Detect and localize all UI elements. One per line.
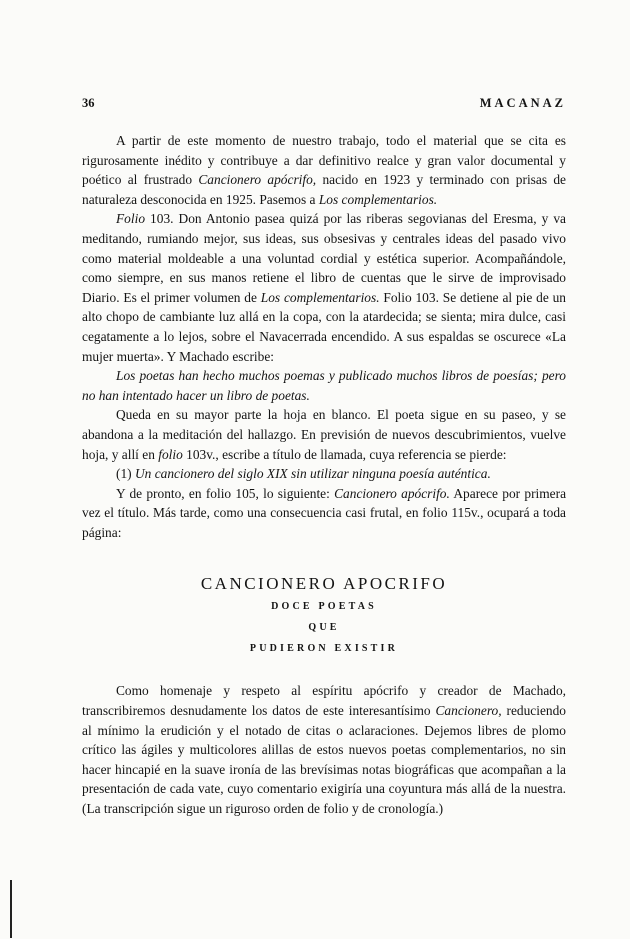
text-segment: Aparece por primera vez el título. Más tarde, como una consecuencia casi frutal, en folio 115v., ocupará a toda página: [82,485,567,540]
text-segment: nacido en 1923 y terminado con prisas de naturaleza desconocida en 1925. Pasemos a [82,172,566,207]
paragraph [82,405,566,464]
text-segment: Y de pronto, en folio 105, lo siguiente: [116,485,335,501]
footnote-callout [82,464,566,484]
footnote-text: Un cancionero del siglo XIX sin utilizar ninguna poesía auténtica. [134,466,491,482]
italic-segment: Cancionero apócrifo, [198,172,317,188]
text-segment: Folio 103. Se detiene al pie de un alto chopo de cambiante luz allá en la copa, con la atardecida; se sienta; mira dulce, casi cegatamente a lo lejos, sobre el Navacerrada encendido. A sus espaldas se oscurece «La mujer muerta». Y Machado escribe: [82,289,566,364]
italic-segment: Folio [116,211,146,227]
paragraph [82,209,566,366]
title-line-4: PUDIERON EXISTIR [249,643,399,655]
running-title: MACANAZ [479,96,566,110]
title-line-2: DOCE POETAS [271,601,377,613]
italic-segment: folio [158,446,183,462]
text-segment: 103. Don Antonio pasea quizá por las riberas segovianas del Eresma, y va meditando, rumiando mejor, sus ideas, sus obsesivas y centrales ideas del pasado vivo como material moldeable a una voluntad cordial y estética superior. Acompañándole, como siempre, en sus manos retiene el libro de cuentas que le sirve de improvisado Diario. Es el primer volumen de [82,211,566,305]
paragraph [82,681,566,818]
italic-segment: Cancionero, [435,703,502,719]
page-number: 36 [82,96,95,110]
cancionero-title-block [82,572,566,659]
italic-segment: Los poetas han hecho muchos poemas y publicado muchos libros de poesías; pero no han intentado hacer un libro de poetas. [82,368,566,403]
footnote-number: (1) [116,466,132,482]
paragraph [82,484,566,543]
scan-edge-mark [10,880,12,938]
quoted-passage [82,366,566,405]
text-segment: Queda en su mayor parte la hoja en blanco. El poeta sigue en su paseo, y se abandona a la meditación del hallazgo. En previsión de nuevos descubrimientos, vuelve hoja, y allí en [82,407,566,462]
italic-segment: Los complementarios. [260,289,380,305]
text-segment: 103v., escribe a título de llamada, cuya referencia se pierde: [182,446,507,462]
page-body [82,131,566,819]
page-header [82,96,566,111]
document-page [82,96,566,819]
text-segment: reduciendo al mínimo la erudición y el notado de citas o aclaraciones. Dejemos libres de plomo crítico las ágiles y multicolores alillas de estos nuevos poetas complementarios, no sin hacer hincapié en la suave ironía de las brevísimas notas biográficas que acompañan a la presentación de cada vate, cuyo comentario exigiría una coyuntura más allá de la nuestra. (La transcripción sigue un riguroso orden de folio y de cronología.) [82,703,566,817]
paragraph [82,131,566,209]
title-line-3: QUE [308,622,340,634]
text-segment: Como homenaje y respeto al espíritu apócrifo y creador de Machado, transcribiremos desnudamente los datos de este interesantísimo [82,683,566,719]
title-line-1: CANCIONERO APOCRIFO [200,574,448,594]
italic-segment: Los complementarios. [318,191,438,207]
italic-segment: Cancionero apócrifo. [334,485,450,501]
text-segment: A partir de este momento de nuestro trabajo, todo el material que se cita es rigurosamente inédito y contribuye a dar definitivo realce y gran valor documental y poético al frustrado [82,133,566,188]
